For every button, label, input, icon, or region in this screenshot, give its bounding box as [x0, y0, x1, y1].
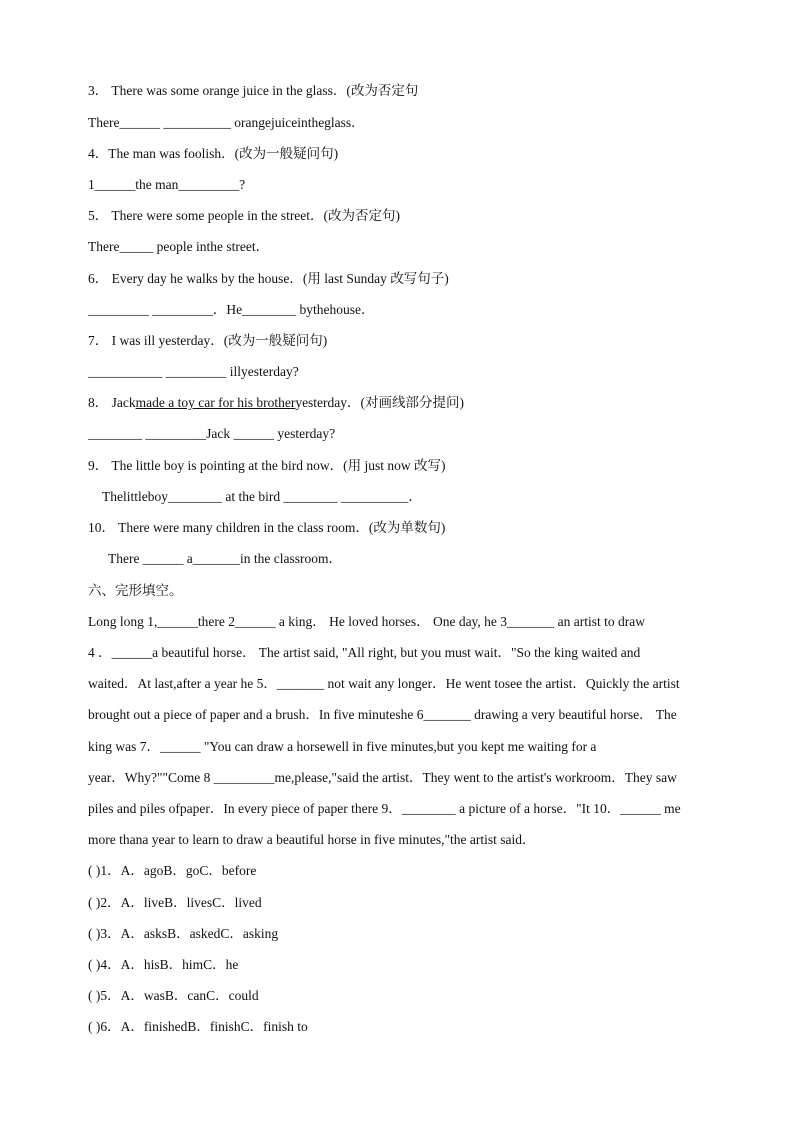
question-9-prompt: 9． The little boy is pointing at the bird now．(用 just now 改写) [88, 458, 446, 473]
question-8-answer: ________ _________Jack ______ yesterday? [88, 426, 336, 441]
cloze-passage-line: brought out a piece of paper and a brush．In five minuteshe 6_______ drawing a very beautiful horse． The [88, 707, 677, 722]
cloze-passage-line: waited．At last,after a year he 5．_______ not wait any longer．He went tosee the artist．Quickly the artist [88, 676, 680, 691]
question-6-answer: _________ _________．He________ bythehouse． [88, 302, 375, 317]
cloze-passage-line: 4 ．______a beautiful horse． The artist said, "All right, but you must wait．"So the king waited and [88, 645, 641, 660]
question-6-prompt: 6． Every day he walks by the house．(用 last Sunday 改写句子) [88, 271, 449, 286]
question-3-prompt: 3． There was some orange juice in the glass．(改为否定句 [88, 83, 419, 98]
question-7-prompt: 7． I was ill yesterday．(改为一般疑问句) [88, 333, 328, 348]
option-row: ( )2．A．liveB．livesC．lived [88, 895, 262, 910]
question-7-answer: ___________ _________ illyesterday? [88, 364, 299, 379]
section-title: 六、完形填空。 [88, 583, 183, 598]
option-row: ( )1．A．agoB．goC．before [88, 863, 257, 878]
question-4-prompt: 4．The man was foolish．(改为一般疑问句) [88, 146, 339, 161]
question-10-answer: There ______ a_______in the classroom． [108, 551, 342, 566]
question-9-answer: Thelittleboy________ at the bird ________ __________． [102, 489, 422, 504]
underlined-phrase: made a toy car for his brother [135, 395, 296, 410]
question-10-prompt: 10． There were many children in the class room．(改为单数句) [88, 520, 446, 535]
cloze-passage-line: king was 7．______ "You can draw a horsewell in five minutes,but you kept me waiting for a [88, 739, 597, 754]
cloze-passage-line: piles and piles ofpaper．In every piece of paper there 9．________ a picture of a horse．"It 10．______ me [88, 801, 681, 816]
option-row: ( )6．A．finishedB．finishC．finish to [88, 1019, 308, 1034]
question-5-answer: There_____ people inthe street． [88, 239, 270, 254]
cloze-passage-line: Long long 1,______there 2______ a king． He loved horses． One day, he 3_______ an artist to draw [88, 614, 646, 629]
question-8-prompt: 8． Jackmade a toy car for his brotheryesterday．(对画线部分提问) [0, 393, 794, 413]
option-row: ( )3．A．asksB．askedC．asking [88, 926, 279, 941]
cloze-passage-line: more thana year to learn to draw a beautiful horse in five minutes,"the artist said． [88, 832, 536, 847]
question-4-answer: 1______the man_________? [88, 177, 246, 192]
option-row: ( )4．A．hisB．himC．he [88, 957, 239, 972]
cloze-passage-line: year．Why?""Come 8 _________me,please,"said the artist．They went to the artist's workroom．They saw [88, 770, 677, 785]
option-row: ( )5．A．wasB．canC．could [88, 988, 259, 1003]
question-5-prompt: 5． There were some people in the street．(改为否定句) [88, 208, 401, 223]
question-3-answer: There______ __________ orangejuiceintheglass． [88, 115, 365, 130]
